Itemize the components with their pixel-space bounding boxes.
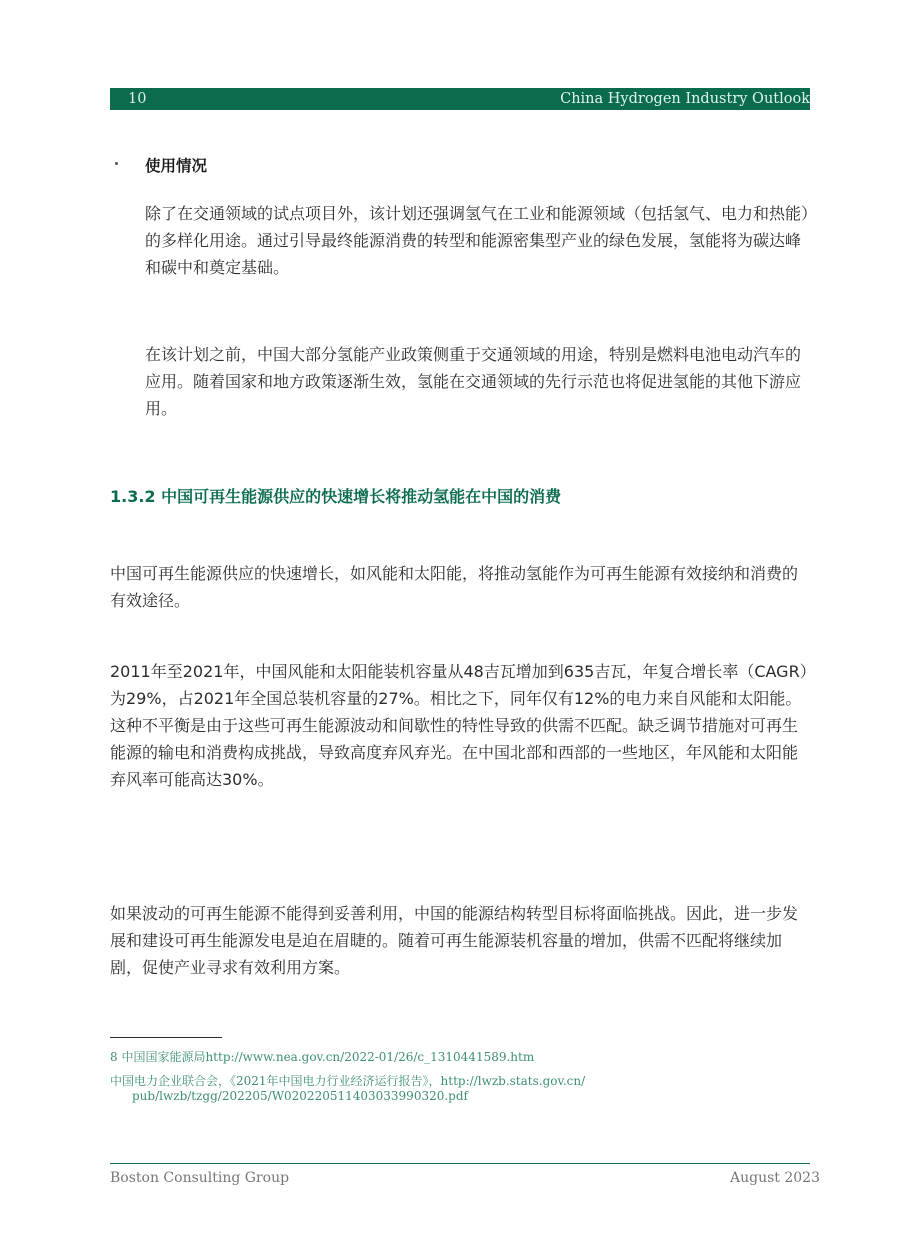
bullet-icon [115, 162, 118, 165]
page-number: 10 [128, 91, 147, 107]
section-heading: 1.3.2 中国可再生能源供应的快速增长将推动氢能在中国的消费 [110, 487, 562, 506]
usage-paragraph-2: 在该计划之前，中国大部分氢能产业政策侧重于交通领域的用途，特别是燃料电池电动汽车的应用。随着国家和地方政策逐渐生效，氢能在交通领域的先行示范也将促进氢能的其他下游应用。 [145, 345, 802, 418]
section-paragraph-1: 中国可再生能源供应的快速增长，如风能和太阳能，将推动氢能作为可再生能源有效接纳和消费的有效途径。 [110, 564, 799, 610]
footer-date: August 2023 [730, 1170, 820, 1186]
footnote-2: 中国电力企业联合会，《2021年中国电力行业经济运行报告》，http://lwzb.stats.gov.cn/ [110, 1074, 586, 1088]
header-bar [110, 88, 810, 110]
footer-divider [110, 1163, 810, 1164]
footnote-1: 8 中国国家能源局http://www.nea.gov.cn/2022-01/26/c_1310441589.htm [110, 1050, 535, 1064]
usage-subheading: 使用情况 [145, 157, 208, 175]
running-title: China Hydrogen Industry Outlook [560, 91, 810, 107]
footnote-divider [110, 1037, 222, 1038]
footnote-2-continued: pub/lwzb/tzgg/202205/W020220511403033990320.pdf [132, 1089, 468, 1103]
usage-paragraph-1: 除了在交通领域的试点项目外，该计划还强调氢气在工业和能源领域（包括氢气、电力和热能）的多样化用途。通过引导最终能源消费的转型和能源密集型产业的绿色发展，氢能将为碳达峰和碳中和奠定基础。 [145, 204, 810, 277]
section-paragraph-3: 如果波动的可再生能源不能得到妥善利用，中国的能源结构转型目标将面临挑战。因此，进一步发展和建设可再生能源发电是迫在眉睫的。随着可再生能源装机容量的增加，供需不匹配将继续加剧，促使产业寻求有效利用方案。 [110, 904, 799, 977]
footer-publisher: Boston Consulting Group [110, 1170, 290, 1186]
section-paragraph-2: 2011年至2021年，中国风能和太阳能装机容量从48吉瓦增加到635吉瓦，年复合增长率（CAGR）为29%，占2021年全国总装机容量的27%。相比之下，同年仅有12%的电力来自风能和太阳能。这种不平衡是由于这些可再生能源波动和间歇性的特性导致的供需不匹配。缺乏调节措施对可再生能源的输电和消费构成挑战，导致高度弃风弃光。在中国北部和西部的一些地区，年风能和太阳能弃风率可能高达30%。 [110, 662, 808, 789]
